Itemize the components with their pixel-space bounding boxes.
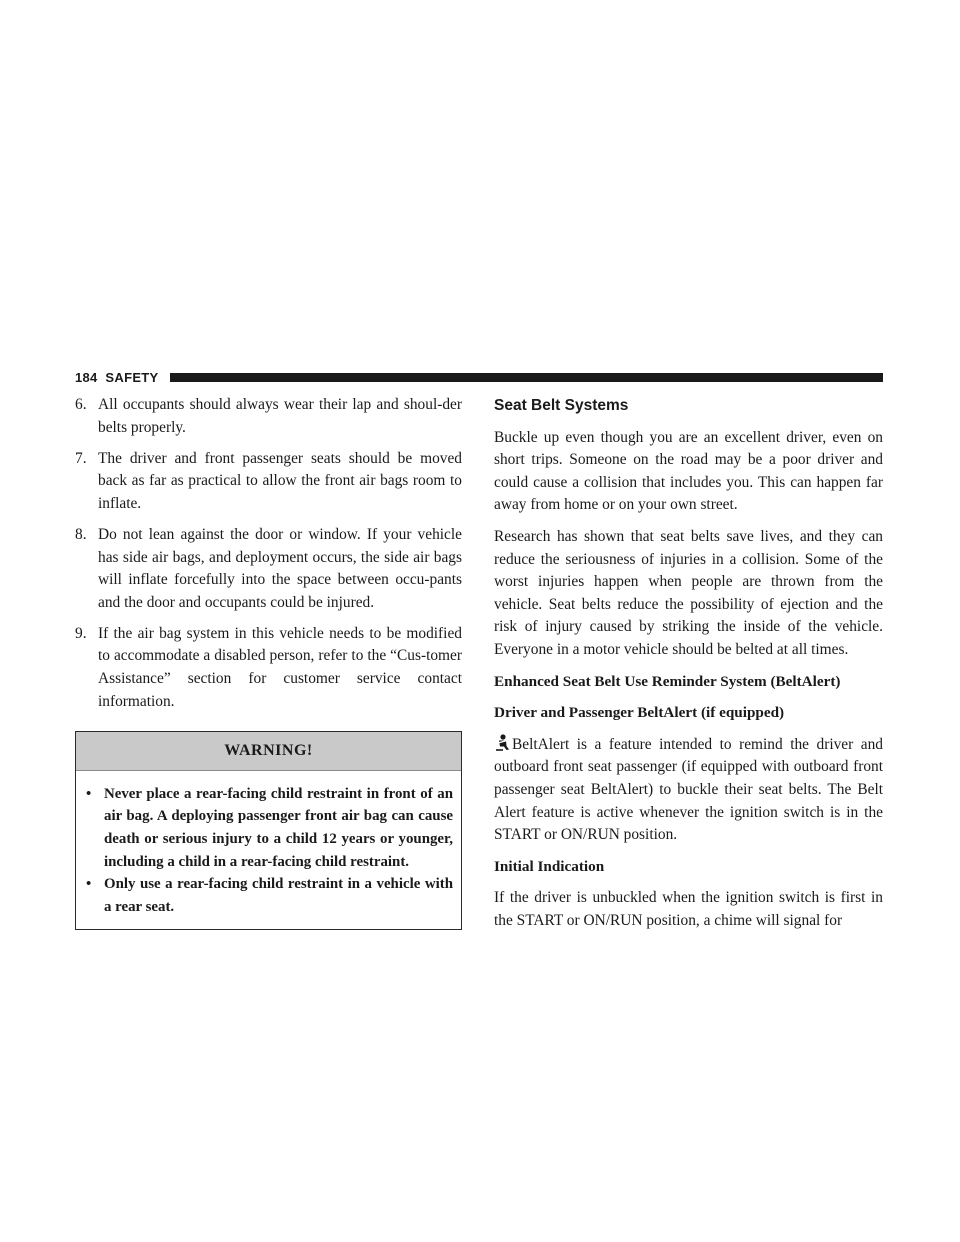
- seat-belt-icon: [494, 734, 511, 751]
- page-header: [75, 368, 883, 388]
- header-rule: [170, 373, 883, 382]
- warning-box: [75, 731, 462, 930]
- list-item: 9. If the air bag system in this vehicle needs to be modified to accommodate a disabled person, refer to the “Cus-tomer Assistance” section for customer service contact information.: [75, 624, 462, 710]
- warning-title: WARNING!: [76, 732, 461, 771]
- paragraph: If the driver is unbuckled when the ignition switch is first in the START or ON/RUN position, a chime will signal for: [494, 889, 883, 929]
- subheading: Enhanced Seat Belt Use Reminder System (BeltAlert): [494, 672, 841, 690]
- left-column: [75, 394, 462, 930]
- list-item: 6. All occupants should always wear their lap and shoul-der belts properly.: [75, 396, 462, 436]
- subheading: Driver and Passenger BeltAlert (if equipped): [494, 704, 785, 722]
- numbered-list: [75, 394, 462, 713]
- warning-body: [76, 771, 461, 930]
- page-number-section: 184 SAFETY: [75, 370, 159, 385]
- paragraph: Research has shown that seat belts save lives, and they can reduce the seriousness of injuries in a collision. Some of the worst injuries happen when people are thrown from the vehicle. Seat belts reduce the possibility of ejection and the risk of injury caused by striking the inside of the vehicle. Everyone in a motor vehicle should be belted at all times.: [494, 527, 883, 658]
- paragraph-beltalert: BeltAlert is a feature intended to remind the driver and outboard front seat passenger (if equipped with outboard front passenger seat BeltAlert) to buckle their seat belts. The Belt Alert feature is active whenever the ignition switch is in the START or ON/RUN position.: [494, 735, 883, 844]
- section-title: Seat Belt Systems: [494, 397, 629, 414]
- list-item: 7. The driver and front passenger seats should be moved back as far as practical to allow the front air bags room to inflate.: [75, 449, 462, 512]
- warning-bullet: • Never place a rear-facing child restraint in front of an air bag. A deploying passenger front air bag can cause death or serious injury to a child 12 years or younger, including a child in a rear-facing child restraint.: [86, 785, 453, 870]
- list-item: 8. Do not lean against the door or window. If your vehicle has side air bags, and deployment occurs, the side air bags will inflate forcefully into the space between occu-pants and the door and occupants could be injured.: [75, 525, 462, 611]
- right-column: [494, 394, 883, 941]
- warning-bullet: • Only use a rear-facing child restraint in a vehicle with a rear seat.: [86, 876, 453, 915]
- subheading: Initial Indication: [494, 857, 605, 875]
- paragraph: Buckle up even though you are an excellent driver, even on short trips. Someone on the road may be a poor driver and could cause a collision that includes you. This can happen far away from home or on your own street.: [494, 428, 883, 514]
